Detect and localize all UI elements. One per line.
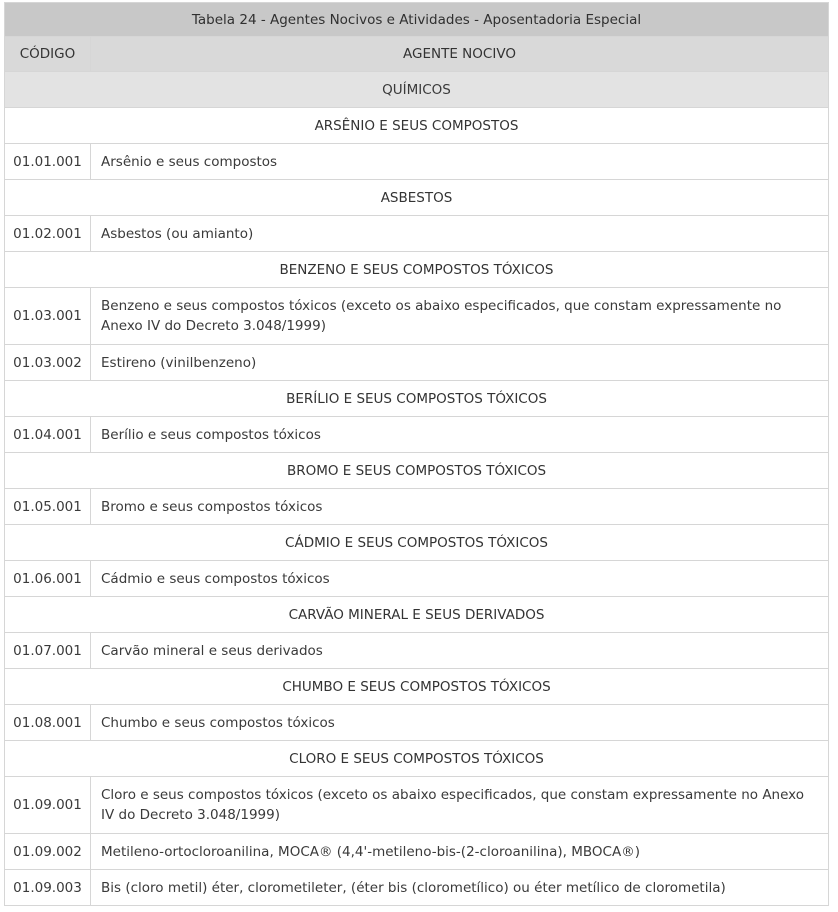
- group-title: BROMO E SEUS COMPOSTOS TÓXICOS: [5, 453, 829, 489]
- row-code: 01.07.001: [5, 633, 91, 669]
- group-row: [5, 180, 829, 216]
- header-agent: AGENTE NOCIVO: [91, 37, 829, 72]
- group-title: BERÍLIO E SEUS COMPOSTOS TÓXICOS: [5, 381, 829, 417]
- table-row: [5, 705, 829, 741]
- group-title: ASBESTOS: [5, 180, 829, 216]
- group-title: CHUMBO E SEUS COMPOSTOS TÓXICOS: [5, 669, 829, 705]
- row-code: 01.09.002: [5, 834, 91, 870]
- group-title: CARVÃO MINERAL E SEUS DERIVADOS: [5, 597, 829, 633]
- table-row: [5, 345, 829, 381]
- table-row: [5, 417, 829, 453]
- table-row: [5, 216, 829, 252]
- group-row: [5, 381, 829, 417]
- row-code: 01.04.001: [5, 417, 91, 453]
- table-row: [5, 288, 829, 345]
- table-title-row: [5, 3, 829, 37]
- row-description: Cádmio e seus compostos tóxicos: [91, 561, 829, 597]
- row-code: 01.05.001: [5, 489, 91, 525]
- group-row: [5, 597, 829, 633]
- row-description: Cloro e seus compostos tóxicos (exceto os abaixo especificados, que constam expressamente no Anexo IV do Decreto 3.048/1999): [91, 777, 829, 834]
- table-row: [5, 834, 829, 870]
- agents-table: [4, 2, 829, 906]
- agents-table-container: [4, 2, 829, 906]
- header-code: CÓDIGO: [5, 37, 91, 72]
- row-code: 01.08.001: [5, 705, 91, 741]
- row-code: 01.09.001: [5, 777, 91, 834]
- group-row: [5, 669, 829, 705]
- table-title: Tabela 24 - Agentes Nocivos e Atividades - Aposentadoria Especial: [5, 3, 829, 37]
- row-description: Bromo e seus compostos tóxicos: [91, 489, 829, 525]
- row-description: Estireno (vinilbenzeno): [91, 345, 829, 381]
- row-code: 01.02.001: [5, 216, 91, 252]
- table-row: [5, 870, 829, 906]
- row-code: 01.09.003: [5, 870, 91, 906]
- table-row: [5, 144, 829, 180]
- row-description: Chumbo e seus compostos tóxicos: [91, 705, 829, 741]
- group-title: CÁDMIO E SEUS COMPOSTOS TÓXICOS: [5, 525, 829, 561]
- row-description: Benzeno e seus compostos tóxicos (exceto os abaixo especificados, que constam expressamente no Anexo IV do Decreto 3.048/1999): [91, 288, 829, 345]
- row-description: Metileno-ortocloroanilina, MOCA® (4,4'-metileno-bis-(2-cloroanilina), MBOCA®): [91, 834, 829, 870]
- row-description: Berílio e seus compostos tóxicos: [91, 417, 829, 453]
- group-row: [5, 453, 829, 489]
- group-title: ARSÊNIO E SEUS COMPOSTOS: [5, 108, 829, 144]
- row-code: 01.06.001: [5, 561, 91, 597]
- table-row: [5, 777, 829, 834]
- section-title: QUÍMICOS: [5, 72, 829, 108]
- row-code: 01.03.001: [5, 288, 91, 345]
- table-row: [5, 489, 829, 525]
- table-row: [5, 633, 829, 669]
- table-header-row: [5, 37, 829, 72]
- group-row: [5, 525, 829, 561]
- group-row: [5, 741, 829, 777]
- group-title: CLORO E SEUS COMPOSTOS TÓXICOS: [5, 741, 829, 777]
- section-row: [5, 72, 829, 108]
- row-description: Asbestos (ou amianto): [91, 216, 829, 252]
- row-code: 01.03.002: [5, 345, 91, 381]
- table-row: [5, 561, 829, 597]
- row-description: Carvão mineral e seus derivados: [91, 633, 829, 669]
- group-row: [5, 252, 829, 288]
- row-description: Arsênio e seus compostos: [91, 144, 829, 180]
- group-row: [5, 108, 829, 144]
- group-title: BENZENO E SEUS COMPOSTOS TÓXICOS: [5, 252, 829, 288]
- row-code: 01.01.001: [5, 144, 91, 180]
- row-description: Bis (cloro metil) éter, clorometileter, (éter bis (clorometílico) ou éter metílico de clorometila): [91, 870, 829, 906]
